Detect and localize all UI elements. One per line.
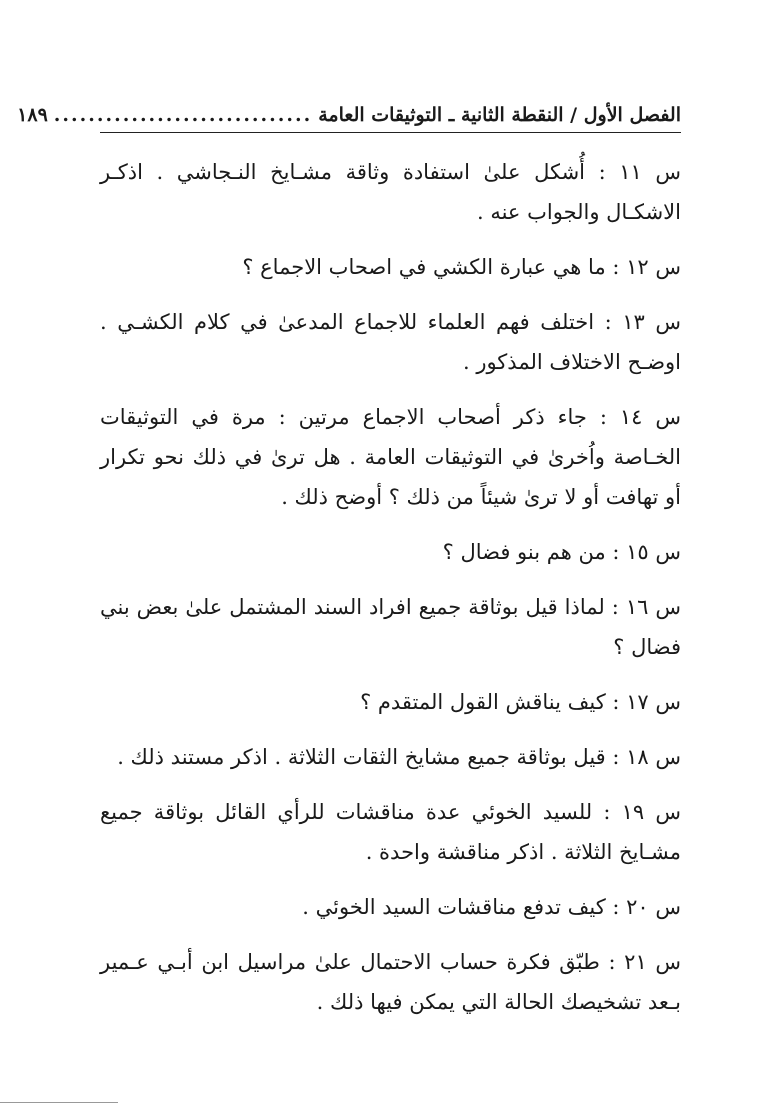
header-leader-dots: ..............................: [53, 104, 313, 126]
question-15: س ١٥ : من هم بنو فضال ؟: [442, 540, 681, 564]
question-14: س ١٤ : جاء ذكر أصحاب الاجماع مرتين : مرة في التوثيقات الخـاصة واُخرىٰ في التوثيقات العامة . هل ترىٰ في ذلك نحو تكرار أو تهافت أو لا ترىٰ شيئاً من ذلك ؟ أوضح ذلك .: [100, 405, 682, 509]
question-16: س ١٦ : لماذا قيل بوثاقة جميع افراد السند المشتمل علىٰ بعض بني فضال ؟: [100, 595, 681, 659]
page-number: ١٨٩: [17, 104, 48, 126]
header-title: الفصل الأول / النقطة الثانية ـ التوثيقات العامة: [318, 104, 681, 126]
question-19: س ١٩ : للسيد الخوئي عدة مناقشات للرأي القائل بوثاقة جميع مشـايخ الثلاثة . اذكر مناقشة واحدة .: [100, 800, 681, 864]
question-20: س ٢٠ : كيف تدفع مناقشات السيد الخوئي .: [302, 895, 681, 919]
scan-edge-rule: [0, 1102, 118, 1103]
question-18: س ١٨ : قيل بوثاقة جميع مشايخ الثقات الثلاثة . اذكر مستند ذلك .: [117, 745, 681, 769]
question-12: س ١٢ : ما هي عبارة الكشي في اصحاب الاجماع ؟: [242, 255, 681, 279]
running-header: [17, 98, 681, 133]
question-11: س ١١ : أُشكل علىٰ استفادة وثاقة مشـايخ النـجاشي . اذكـر الاشكـال والجواب عنه .: [100, 160, 681, 224]
question-list: [100, 152, 681, 1037]
question-21: س ٢١ : طبّق فكرة حساب الاحتمال علىٰ مراسيل ابن أبـي عـمير بـعد تشخيصك الحالة التي يمكن فيها ذلك .: [100, 950, 681, 1014]
question-13: س ١٣ : اختلف فهم العلماء للاجماع المدعىٰ في كلام الكشـي . اوضـح الاختلاف المذكور .: [100, 310, 681, 374]
question-17: س ١٧ : كيف يناقش القول المتقدم ؟: [360, 690, 681, 714]
